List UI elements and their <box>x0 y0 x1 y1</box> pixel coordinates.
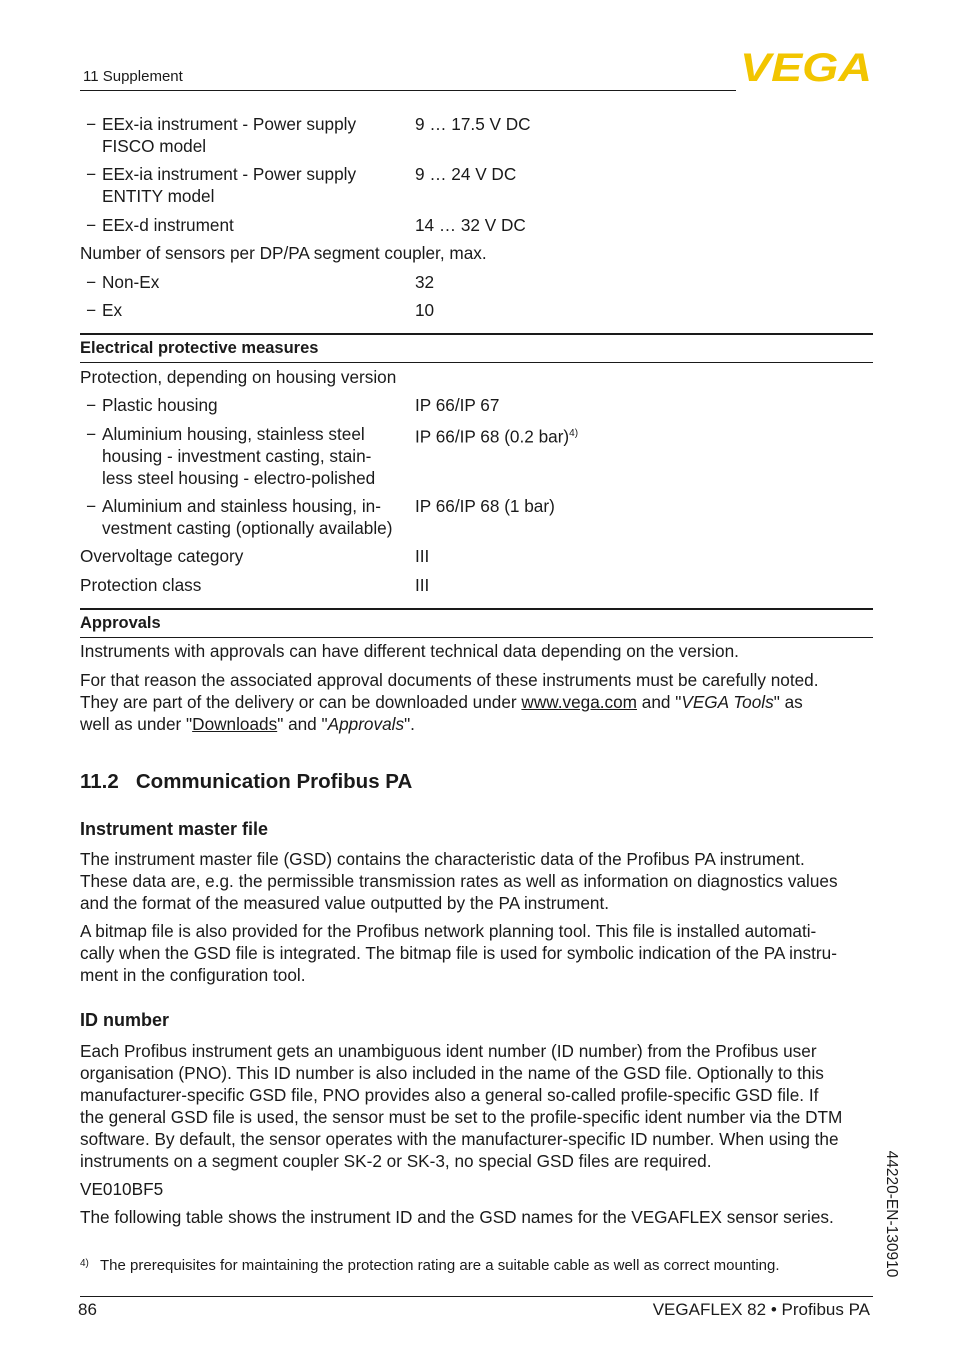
section-rule-top <box>80 608 873 610</box>
section-heading: Approvals <box>80 614 161 632</box>
vega-link[interactable]: www.vega.com <box>521 692 638 712</box>
spec-value: IP 66/IP 68 (0.2 bar)$^{4)}$ <box>415 426 579 447</box>
list-dash: − <box>86 496 97 516</box>
spec-value: III <box>415 575 430 595</box>
paragraph: Instruments with approvals can have different technical data depending on the version. <box>80 641 739 661</box>
logo-text: VEGA <box>740 50 872 84</box>
spec-label: EEx-ia instrument - Power supply ENTITY model <box>102 164 357 206</box>
spec-value: 14 … 32 V DC <box>415 215 526 235</box>
paragraph: For that reason the associated approval documents of these instruments must be carefully noted. They are part of the delivery or can be downloaded under www.vega.com and "VEGA Tools" as well as under "Downloads" and "Approvals". <box>80 670 819 734</box>
footnote-marker: 4) <box>80 1258 89 1269</box>
subsection-heading: ID number <box>80 1010 170 1030</box>
spec-label: EEx-ia instrument - Power supply FISCO model <box>102 114 357 156</box>
paragraph: A bitmap file is also provided for the Profibus network planning tool. This file is installed automati- cally when the GSD file is integrated. The bitmap file is used for symbolic indication of the PA instru- ment in the configuration tool. <box>80 921 837 985</box>
page-number: 86 <box>78 1300 97 1319</box>
spec-value: 10 <box>415 300 435 320</box>
spec-value: 9 … 24 V DC <box>415 164 517 184</box>
spec-label: EEx-d instrument <box>102 215 234 235</box>
paragraph: The instrument master file (GSD) contains the characteristic data of the Profibus PA instrument. These data are, e.g. the permissible transmission rates as well as information on diagnostics values and the format of the measured value outputted by the PA instrument. <box>80 849 838 913</box>
list-dash: − <box>86 114 97 134</box>
spec-label: Plastic housing <box>102 395 218 415</box>
spec-label: Protection class <box>80 575 202 595</box>
list-dash: − <box>86 272 97 292</box>
section-intro: Protection, depending on housing version <box>80 367 397 387</box>
emphasis: VEGA Tools <box>681 692 774 712</box>
spec-label: Aluminium and stainless housing, in- vestment casting (optionally available) <box>102 496 393 538</box>
spec-value: 9 … 17.5 V DC <box>415 114 531 134</box>
section-heading: Electrical protective measures <box>80 339 319 357</box>
footnote-text: The prerequisites for maintaining the protection rating are a suitable cable as well as correct mounting. <box>100 1257 780 1274</box>
spec-value: IP 66/IP 67 <box>415 395 500 415</box>
section-rule-bottom <box>80 362 873 363</box>
vega-logo <box>740 50 874 84</box>
subsection-heading: Instrument master file <box>80 819 269 839</box>
list-dash: − <box>86 215 97 235</box>
spec-label: Ex <box>102 300 123 320</box>
spec-value: 32 <box>415 272 435 292</box>
header-rule <box>80 90 736 91</box>
list-dash: − <box>86 300 97 320</box>
spec-label: Non-Ex <box>102 272 160 292</box>
paragraph: The following table shows the instrument ID and the GSD names for the VEGAFLEX sensor series. <box>80 1207 834 1227</box>
list-dash: − <box>86 424 97 444</box>
emphasis: Approvals <box>327 714 405 734</box>
spec-value: IP 66/IP 68 (1 bar) <box>415 496 555 516</box>
document-code: 44220-EN-130910 <box>883 1150 900 1278</box>
sensors-heading: Number of sensors per DP/PA segment coupler, max. <box>80 243 487 263</box>
id-code: VE010BF5 <box>80 1179 164 1199</box>
footer-rule <box>80 1296 873 1297</box>
section-title: 11.2 Communication Profibus PA <box>80 770 413 793</box>
product-name: VEGAFLEX 82 • Profibus PA <box>652 1300 870 1319</box>
running-header: 11 Supplement <box>83 68 183 85</box>
paragraph: Each Profibus instrument gets an unambiguous ident number (ID number) from the Profibus user organisation (PNO). This ID number is also included in the name of the GSD file. Optionally to this manufacturer-specific GSD file, PNO provides also a general so-called profile-specific GSD file. If the general GSD file is used, the sensor must be set to the profile-specific ident number via the DTM software. By default, the sensor operates with the manufacturer-specific ID number. When using the instruments on a segment coupler SK-2 or SK-3, no special GSD files are required. <box>80 1041 843 1171</box>
section-rule-bottom <box>80 637 873 638</box>
footnote-ref: 4) <box>569 428 579 439</box>
spec-label: Aluminium housing, stainless steel housing - investment casting, stain- less steel housing - electro-polished <box>102 424 376 488</box>
section-rule-top <box>80 333 873 335</box>
downloads-link[interactable]: Downloads <box>192 714 278 734</box>
list-dash: − <box>86 164 97 184</box>
list-dash: − <box>86 395 97 415</box>
spec-label: Overvoltage category <box>80 546 244 566</box>
spec-value: III <box>415 546 430 566</box>
